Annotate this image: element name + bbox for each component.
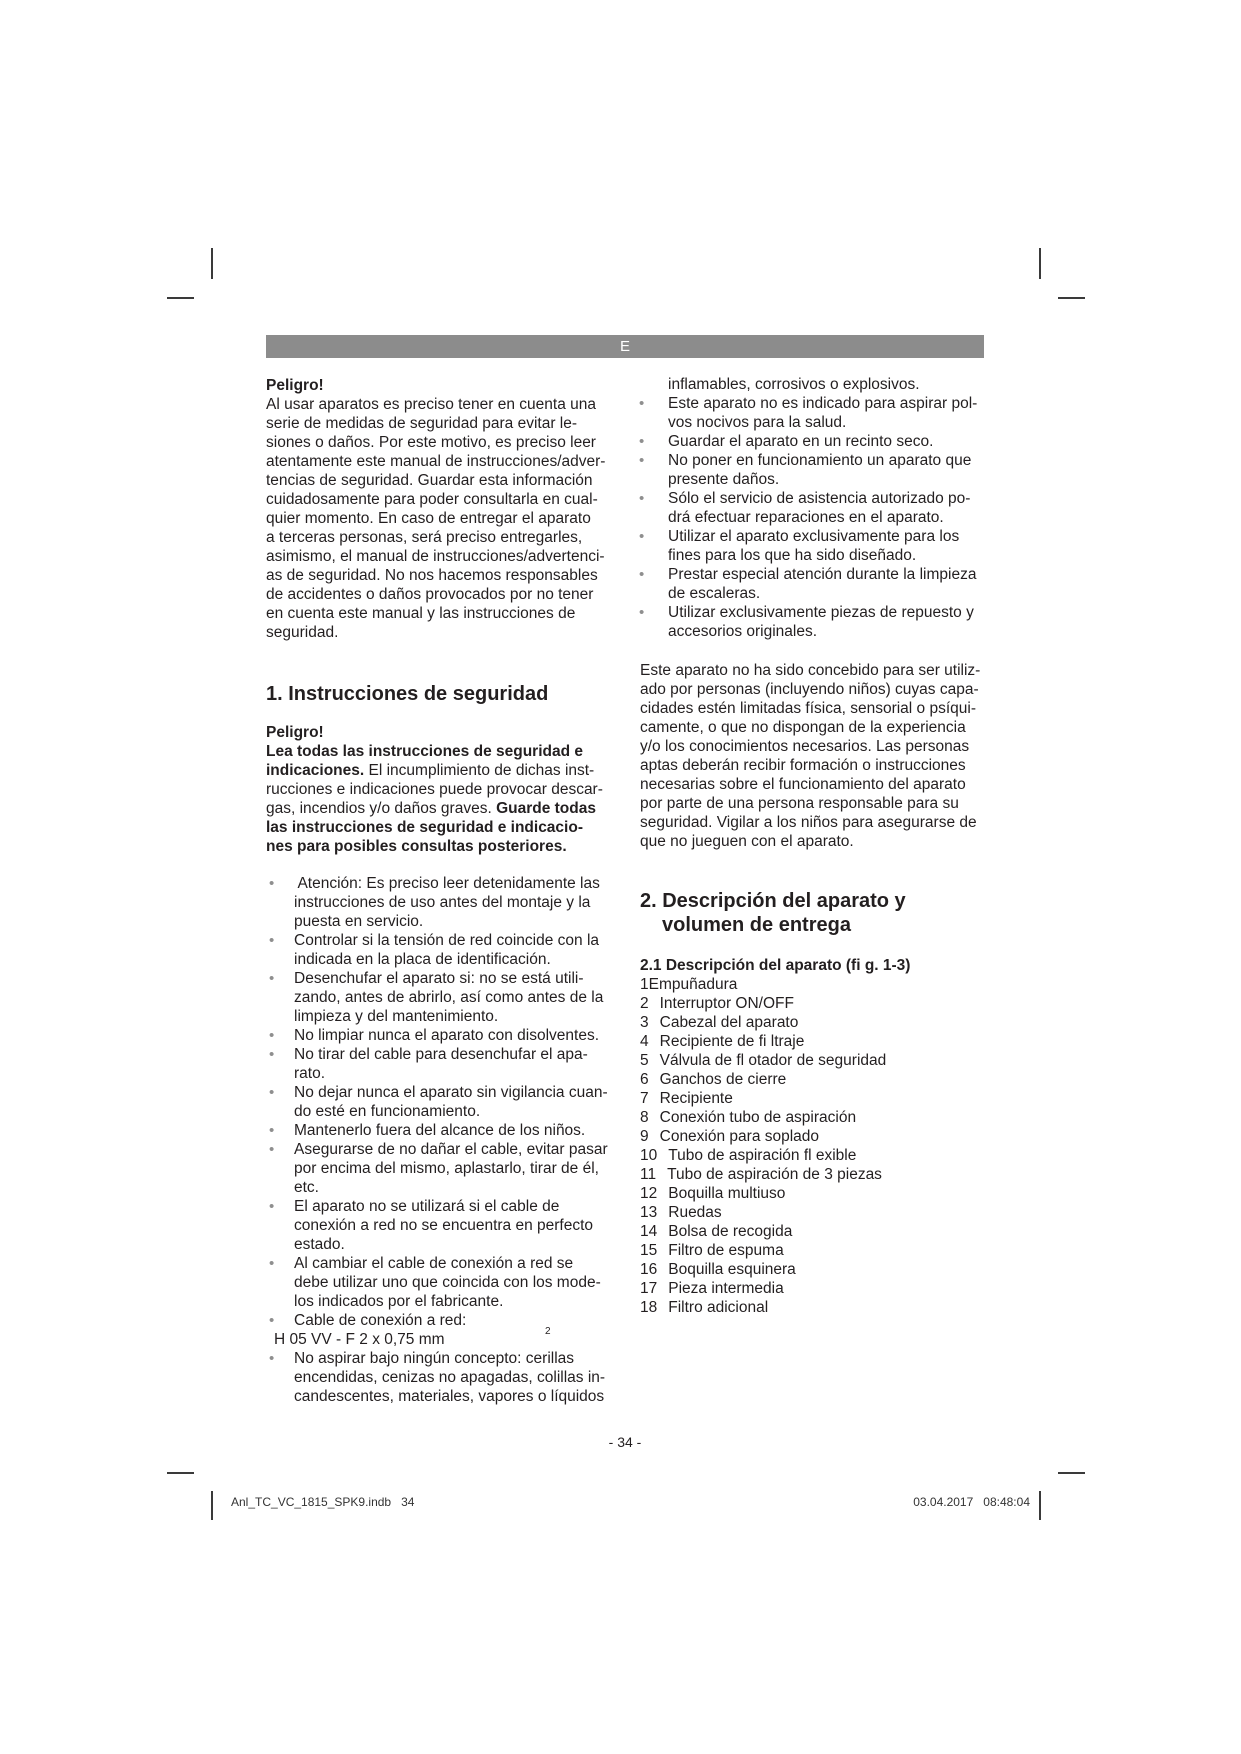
part-number: 11	[640, 1166, 657, 1183]
intro-line: seguridad.	[266, 624, 339, 641]
bullet-line	[266, 969, 616, 988]
bullet-line: estado.	[294, 1236, 345, 1253]
bullet-line	[266, 1140, 616, 1159]
cable-spec-superscript: 2	[545, 1326, 551, 1337]
bullet-line	[640, 432, 990, 451]
part-item	[640, 1279, 990, 1298]
page-number: - 34 -	[608, 1434, 642, 1450]
bullet-line: instrucciones de uso antes del montaje y la	[294, 894, 591, 911]
crop-mark	[1058, 297, 1085, 299]
bullet-icon	[639, 394, 649, 413]
crop-mark	[167, 297, 194, 299]
bullet-line: de escaleras.	[668, 585, 761, 602]
part-label: Boquilla esquinera	[668, 1261, 796, 1278]
bullet-line: por encima del mismo, aplastarlo, tirar de él,	[294, 1160, 599, 1177]
part-item	[640, 1070, 990, 1089]
bullet-icon	[639, 432, 649, 451]
part-item	[640, 1241, 990, 1260]
bullet-icon	[269, 1254, 279, 1273]
part-label: Tubo de aspiración de 3 piezas	[667, 1166, 882, 1183]
cable-spec	[266, 1326, 616, 1349]
part-label: Conexión tubo de aspiración	[659, 1109, 857, 1126]
bullet-icon	[269, 1197, 279, 1216]
bullet-line: encendidas, cenizas no apagadas, colillas in-	[294, 1369, 606, 1386]
safety-bullet-list-continued	[640, 375, 990, 641]
intro-line: siones o daños. Por este motivo, es preciso leer	[266, 434, 596, 451]
intro-line: as de seguridad. No nos hacemos responsables	[266, 567, 598, 584]
part-label: Ruedas	[668, 1204, 722, 1221]
warning-line: rucciones e indicaciones puede provocar descar-	[266, 781, 603, 798]
bullet-line: conexión a red no se encuentra en perfecto	[294, 1217, 594, 1234]
paragraph-line: cidades estén limitadas física, sensorial o psíqui-	[640, 700, 976, 717]
part-number: 1	[640, 976, 649, 993]
part-item	[640, 1127, 990, 1146]
bullet-text: Prestar especial atención durante la limpieza	[668, 566, 977, 583]
part-label: Filtro adicional	[668, 1299, 769, 1316]
bullet-text: Sólo el servicio de asistencia autorizado po-	[668, 490, 971, 507]
part-number: 9	[640, 1128, 649, 1145]
part-number: 4	[640, 1033, 649, 1050]
bullet-line: rato.	[294, 1065, 326, 1082]
section-2-heading-line: volumen de entrega	[662, 914, 851, 936]
intro-line: a terceras personas, será preciso entregarles,	[266, 529, 583, 546]
bullet-text: Al cambiar el cable de conexión a red se	[294, 1255, 574, 1272]
part-label: Empuñadura	[648, 976, 738, 993]
warning-text: El incumplimiento de dichas inst-	[364, 762, 595, 779]
bullet-item	[640, 451, 990, 489]
section-2-heading	[640, 889, 990, 937]
bullet-item	[266, 969, 616, 1026]
bullet-line	[266, 1026, 616, 1045]
part-number: 7	[640, 1090, 649, 1107]
part-item	[640, 1203, 990, 1222]
part-item	[640, 1165, 990, 1184]
bullet-text: Guardar el aparato en un recinto seco.	[668, 433, 934, 450]
bullet-line	[640, 603, 990, 622]
bullet-icon	[269, 931, 279, 950]
footer-timestamp: 03.04.2017 08:48:04	[913, 1495, 1030, 1509]
bullet-icon	[639, 489, 649, 508]
parts-description	[640, 956, 990, 1317]
bullet-line	[266, 1254, 616, 1273]
bullet-icon	[269, 1140, 279, 1159]
part-number: 6	[640, 1071, 649, 1088]
bullet-item	[266, 1140, 616, 1197]
paragraph-line: que no jueguen con el aparato.	[640, 833, 854, 850]
paragraph-line: ado por personas (incluyendo niños) cuyas capa-	[640, 681, 979, 698]
section-1-heading: 1. Instrucciones de seguridad	[266, 683, 549, 705]
bullet-line	[266, 1045, 616, 1064]
intro-line: en cuenta este manual y las instrucciones de	[266, 605, 576, 622]
bullet-item	[640, 527, 990, 565]
warning-line: Lea todas las instrucciones de seguridad e	[266, 743, 583, 760]
part-number: 3	[640, 1014, 649, 1031]
part-number: 16	[640, 1261, 658, 1278]
bullet-icon	[269, 1349, 279, 1368]
part-item	[640, 1032, 990, 1051]
bullet-line	[266, 1121, 616, 1140]
part-number: 15	[640, 1242, 658, 1259]
part-number: 5	[640, 1052, 649, 1069]
intro-line: de accidentes o daños provocados por no tener	[266, 586, 594, 603]
language-header-bar	[266, 335, 984, 358]
warning-line	[266, 799, 616, 818]
section-1-warning	[266, 723, 616, 856]
intro-line: cuidadosamente para poder consultarla en cual-	[266, 491, 598, 508]
warning-title: Peligro!	[266, 377, 324, 394]
part-item	[640, 1108, 990, 1127]
safety-bullet-list	[266, 874, 616, 1406]
bullet-item	[266, 1311, 616, 1330]
part-label: Válvula de fl otador de seguridad	[659, 1052, 887, 1069]
warning-bold-text: Guarde todas	[496, 800, 596, 817]
bullet-text: No aspirar bajo ningún concepto: cerillas	[294, 1350, 575, 1367]
part-label: Conexión para soplado	[659, 1128, 820, 1145]
crop-mark	[1058, 1472, 1085, 1474]
bullet-text: Utilizar exclusivamente piezas de repuesto y	[668, 604, 974, 621]
paragraph-line: y/o los conocimientos necesarios. Las personas	[640, 738, 970, 755]
bullet-line: do esté en funcionamiento.	[294, 1103, 481, 1120]
bullet-continuation-line: inflamables, corrosivos o explosivos.	[668, 376, 920, 393]
part-item	[640, 994, 990, 1013]
bullet-text: Mantenerlo fuera del alcance de los niños.	[294, 1122, 586, 1139]
part-item	[640, 1089, 990, 1108]
bullet-icon	[269, 1083, 279, 1102]
bullet-item	[640, 489, 990, 527]
bullet-item	[640, 603, 990, 641]
bullet-line: fines para los que ha sido diseñado.	[668, 547, 917, 564]
bullet-line: los indicados por el fabricante.	[294, 1293, 504, 1310]
bullet-text: No tirar del cable para desenchufar el apa-	[294, 1046, 588, 1063]
bullet-text: No poner en funcionamiento un aparato que	[668, 452, 972, 469]
warning-line: nes para posibles consultas posteriores.	[266, 838, 567, 855]
intro-line: atentamente este manual de instrucciones/adver-	[266, 453, 606, 470]
bullet-item	[640, 432, 990, 451]
bullet-item	[266, 1349, 616, 1406]
part-item	[640, 1051, 990, 1070]
bullet-icon	[269, 969, 279, 988]
bullet-icon	[269, 1026, 279, 1045]
part-label: Bolsa de recogida	[668, 1223, 793, 1240]
bullet-line: indicada en la placa de identificación.	[294, 951, 551, 968]
part-item	[640, 1184, 990, 1203]
cable-spec-text: H 05 VV - F 2 x 0,75 mm	[274, 1331, 445, 1348]
bullet-line: limpieza y del mantenimiento.	[294, 1008, 499, 1025]
part-number: 14	[640, 1223, 658, 1240]
paragraph-line: necesarias sobre el funcionamiento del aparato	[640, 776, 966, 793]
bullet-line: zando, antes de abrirlo, así como antes de la	[294, 989, 604, 1006]
bullet-line	[266, 1311, 616, 1330]
part-number: 13	[640, 1204, 658, 1221]
bullet-text: Controlar si la tensión de red coincide con la	[294, 932, 600, 949]
crop-mark	[1039, 1491, 1041, 1520]
part-number: 12	[640, 1185, 658, 1202]
paragraph-line: aptas deberán recibir formación o instrucciones	[640, 757, 966, 774]
part-label: Ganchos de cierre	[659, 1071, 787, 1088]
bullet-line: presente daños.	[668, 471, 780, 488]
subsection-heading: 2.1 Descripción del aparato (fi g. 1-3)	[640, 957, 911, 974]
intro-line: tencias de seguridad. Guardar esta información	[266, 472, 593, 489]
bullet-line: accesorios originales.	[668, 623, 818, 640]
crop-mark	[167, 1472, 194, 1474]
part-label: Cabezal del aparato	[659, 1014, 799, 1031]
bullet-line	[640, 489, 990, 508]
crop-mark	[211, 1491, 213, 1520]
warning-bold-text: indicaciones.	[266, 762, 365, 779]
bullet-line	[266, 931, 616, 950]
paragraph-line: camente, o que no dispongan de la experiencia	[640, 719, 966, 736]
part-label: Tubo de aspiración fl exible	[668, 1147, 857, 1164]
language-label: E	[619, 338, 630, 355]
bullet-item	[266, 1254, 616, 1311]
bullet-item	[266, 1045, 616, 1083]
intro-line: quier momento. En caso de entregar el aparato	[266, 510, 591, 527]
part-item	[640, 1013, 990, 1032]
paragraph-line: seguridad. Vigilar a los niños para asegurarse de	[640, 814, 977, 831]
intro-line: asimismo, el manual de instrucciones/advertenci-	[266, 548, 605, 565]
bullet-item	[266, 874, 616, 931]
bullet-item	[266, 1197, 616, 1254]
bullet-line	[640, 451, 990, 470]
part-label: Pieza intermedia	[668, 1280, 784, 1297]
bullet-text: Desenchufar el aparato si: no se está utili-	[294, 970, 584, 987]
bullet-item	[266, 1121, 616, 1140]
part-number: 8	[640, 1109, 649, 1126]
bullet-line: puesta en servicio.	[294, 913, 424, 930]
part-item	[640, 1222, 990, 1241]
part-number: 10	[640, 1147, 658, 1164]
part-number: 17	[640, 1280, 658, 1297]
part-label: Interruptor ON/OFF	[659, 995, 794, 1012]
bullet-line	[640, 394, 990, 413]
footer-file-name: Anl_TC_VC_1815_SPK9.indb 34	[231, 1495, 415, 1509]
bullet-text: Atención: Es preciso leer detenidamente las	[294, 875, 600, 892]
bullet-text: El aparato no se utilizará si el cable de	[294, 1198, 560, 1215]
crop-mark	[1039, 248, 1041, 279]
bullet-text: Utilizar el aparato exclusivamente para los	[668, 528, 960, 545]
part-item	[640, 1146, 990, 1165]
crop-mark	[211, 248, 213, 279]
paragraph-line: por parte de una persona responsable para su	[640, 795, 959, 812]
bullet-icon	[639, 527, 649, 546]
part-item	[640, 1260, 990, 1279]
part-label: Recipiente	[659, 1090, 733, 1107]
bullet-line	[266, 874, 616, 893]
part-label: Boquilla multiuso	[668, 1185, 786, 1202]
warning-line	[266, 761, 616, 780]
warning-line: las instrucciones de seguridad e indicacio-	[266, 819, 583, 836]
bullet-line	[266, 1197, 616, 1216]
bullet-line	[266, 1349, 616, 1368]
bullet-line: debe utilizar uno que coincida con los mode-	[294, 1274, 601, 1291]
bullet-text: Cable de conexión a red:	[294, 1312, 467, 1329]
part-number: 18	[640, 1299, 658, 1316]
bullet-item	[266, 1026, 616, 1045]
section-2-heading-line: 2. Descripción del aparato y	[640, 890, 906, 912]
part-label: Filtro de espuma	[668, 1242, 784, 1259]
bullet-line: etc.	[294, 1179, 319, 1196]
bullet-item	[266, 931, 616, 969]
bullet-line	[640, 565, 990, 584]
bullet-icon	[269, 1121, 279, 1140]
intro-warning	[266, 376, 616, 642]
bullet-icon	[269, 1311, 279, 1330]
warning-text: gas, incendios y/o daños graves.	[266, 800, 497, 817]
bullet-line	[266, 1083, 616, 1102]
part-item	[640, 975, 990, 994]
bullet-icon	[639, 565, 649, 584]
intro-line: serie de medidas de seguridad para evitar le-	[266, 415, 578, 432]
bullet-text: No dejar nunca el aparato sin vigilancia cuan-	[294, 1084, 608, 1101]
bullet-item	[266, 1083, 616, 1121]
part-label: Recipiente de fi ltraje	[659, 1033, 805, 1050]
bullet-icon	[269, 874, 279, 893]
bullet-text: Este aparato no es indicado para aspirar pol-	[668, 395, 978, 412]
bullet-line: drá efectuar reparaciones en el aparato.	[668, 509, 944, 526]
paragraph-line: Este aparato no ha sido concebido para ser utiliz-	[640, 662, 981, 679]
bullet-line: candescentes, materiales, vapores o líquidos	[294, 1388, 605, 1405]
warning-title: Peligro!	[266, 724, 324, 741]
part-item	[640, 1298, 990, 1317]
bullet-line	[640, 527, 990, 546]
children-usage-paragraph	[640, 661, 990, 851]
bullet-text: Asegurarse de no dañar el cable, evitar pasar	[294, 1141, 608, 1158]
part-number: 2	[640, 995, 649, 1012]
bullet-item	[640, 394, 990, 432]
bullet-item	[640, 565, 990, 603]
bullet-line: vos nocivos para la salud.	[668, 414, 847, 431]
intro-line: Al usar aparatos es preciso tener en cuenta una	[266, 396, 597, 413]
bullet-icon	[269, 1045, 279, 1064]
bullet-icon	[639, 451, 649, 470]
bullet-icon	[639, 603, 649, 622]
bullet-text: No limpiar nunca el aparato con disolventes.	[294, 1027, 600, 1044]
